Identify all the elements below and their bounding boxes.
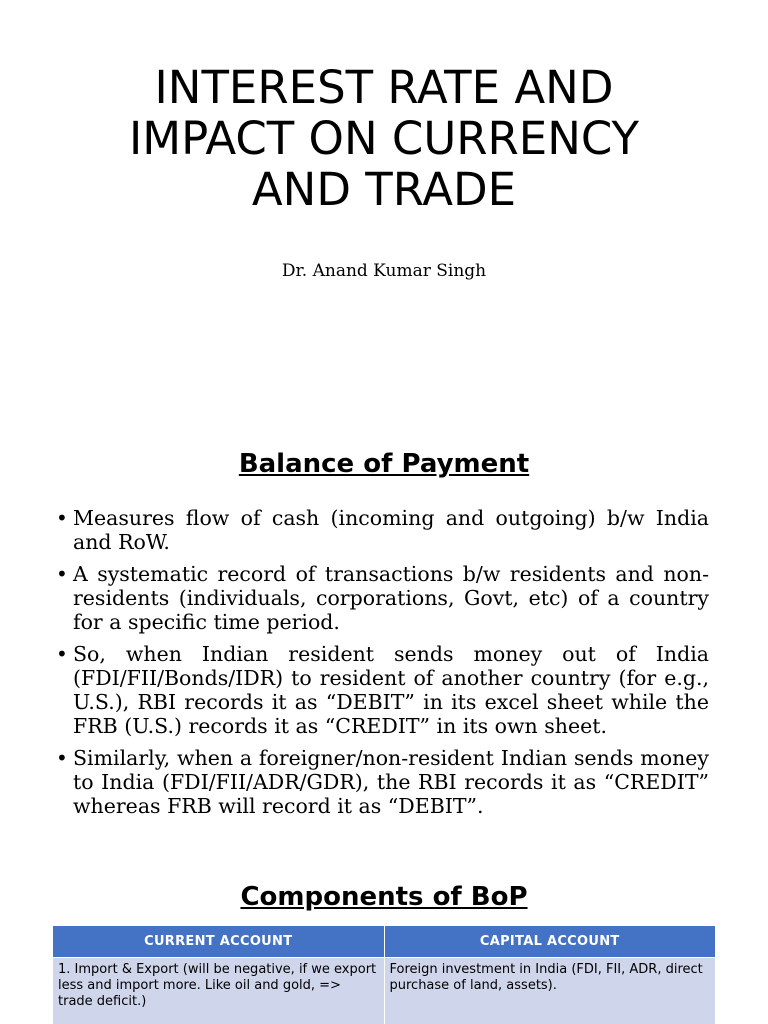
table-cell: Foreign investment in India (FDI, FII, ADR, direct purchase of land, assets).: [384, 958, 715, 1024]
title-slide: [0, 0, 768, 432]
title-line: AND TRADE: [251, 163, 517, 216]
bullet-item: [56, 746, 709, 818]
column-header-capital-account: CAPITAL ACCOUNT: [384, 926, 715, 958]
bullet-text: Similarly, when a foreigner/non-resident Indian sends money to India (FDI/FII/ADR/GDR), the RBI records it as “CREDIT” whereas FRB will record it as “DEBIT”.: [73, 746, 709, 818]
bop-components-table: [53, 926, 715, 1024]
title-line: IMPACT ON CURRENCY: [128, 112, 640, 165]
author-name: Dr. Anand Kumar Singh: [281, 261, 487, 281]
bullet-item: [56, 506, 709, 554]
balance-of-payment-slide: [0, 432, 768, 864]
bullet-icon: •: [56, 642, 68, 666]
bullet-list: [56, 506, 709, 826]
slide-heading: Balance of Payment: [238, 449, 530, 479]
bullet-text: So, when Indian resident sends money out of India (FDI/FII/Bonds/IDR) to resident of another country (for e.g., U.S.), RBI records it as “DEBIT” in its excel sheet while the FRB (U.S.) records it as “CREDIT” in its own sheet.: [73, 642, 709, 738]
table-row: [53, 958, 715, 1024]
title-line: INTEREST RATE AND: [154, 61, 614, 114]
bullet-icon: •: [56, 562, 68, 586]
table-header-row: [53, 926, 715, 958]
components-of-bop-slide: [0, 864, 768, 1024]
bullet-icon: •: [56, 746, 68, 770]
bullet-item: [56, 642, 709, 738]
slide-heading: Components of BoP: [240, 882, 528, 912]
presentation-title: [0, 62, 768, 215]
bullet-item: [56, 562, 709, 634]
column-header-current-account: CURRENT ACCOUNT: [53, 926, 384, 958]
table-cell: 1. Import & Export (will be negative, if we export less and import more. Like oil and gold, => trade deficit.): [53, 958, 384, 1024]
bullet-text: A systematic record of transactions b/w residents and non-residents (individuals, corporations, Govt, etc) of a country for a specific time period.: [73, 562, 709, 634]
bullet-text: Measures flow of cash (incoming and outgoing) b/w India and RoW.: [73, 506, 709, 554]
bullet-icon: •: [56, 506, 68, 530]
